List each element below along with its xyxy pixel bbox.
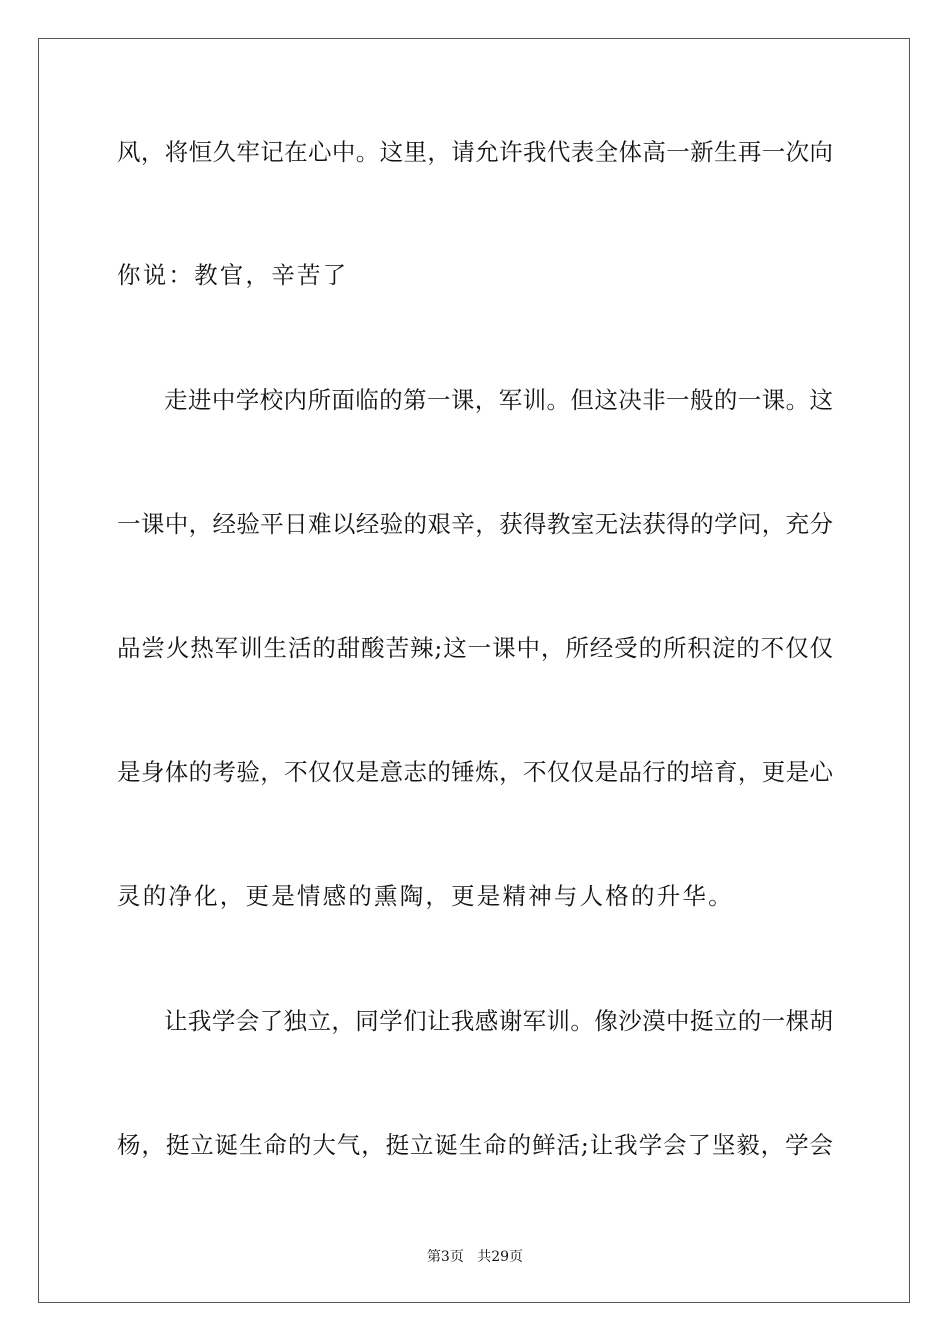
body-text-line: 让我学会了独立，同学们让我感谢军训。像沙漠中挺立的一棵胡: [164, 1007, 833, 1035]
current-page-label: 第3页: [426, 1249, 464, 1265]
body-text-line: 是身体的考验，不仅仅是意志的锤炼，不仅仅是品行的培育，更是心: [117, 758, 833, 786]
body-text-line: 一课中，经验平日难以经验的艰辛，获得教室无法获得的学问，充分: [117, 510, 833, 538]
body-text-line: 你说：教官，辛苦了: [117, 261, 349, 289]
body-text-line: 灵的净化，更是情感的熏陶，更是精神与人格的升华。: [117, 882, 734, 910]
total-pages-label: 共29页: [477, 1249, 524, 1265]
body-text-line: 风，将恒久牢记在心中。这里，请允许我代表全体高一新生再一次向: [117, 138, 833, 166]
body-text-line: 走进中学校内所面临的第一课，军训。但这决非一般的一课。这: [164, 386, 833, 414]
page-frame: [38, 38, 910, 1303]
page-footer: [0, 1248, 950, 1266]
body-text-line: 品尝火热军训生活的甜酸苦辣;这一课中，所经受的所积淀的不仅仅: [117, 634, 833, 662]
body-text-line: 杨，挺立诞生命的大气，挺立诞生命的鲜活;让我学会了坚毅，学会: [117, 1131, 833, 1159]
